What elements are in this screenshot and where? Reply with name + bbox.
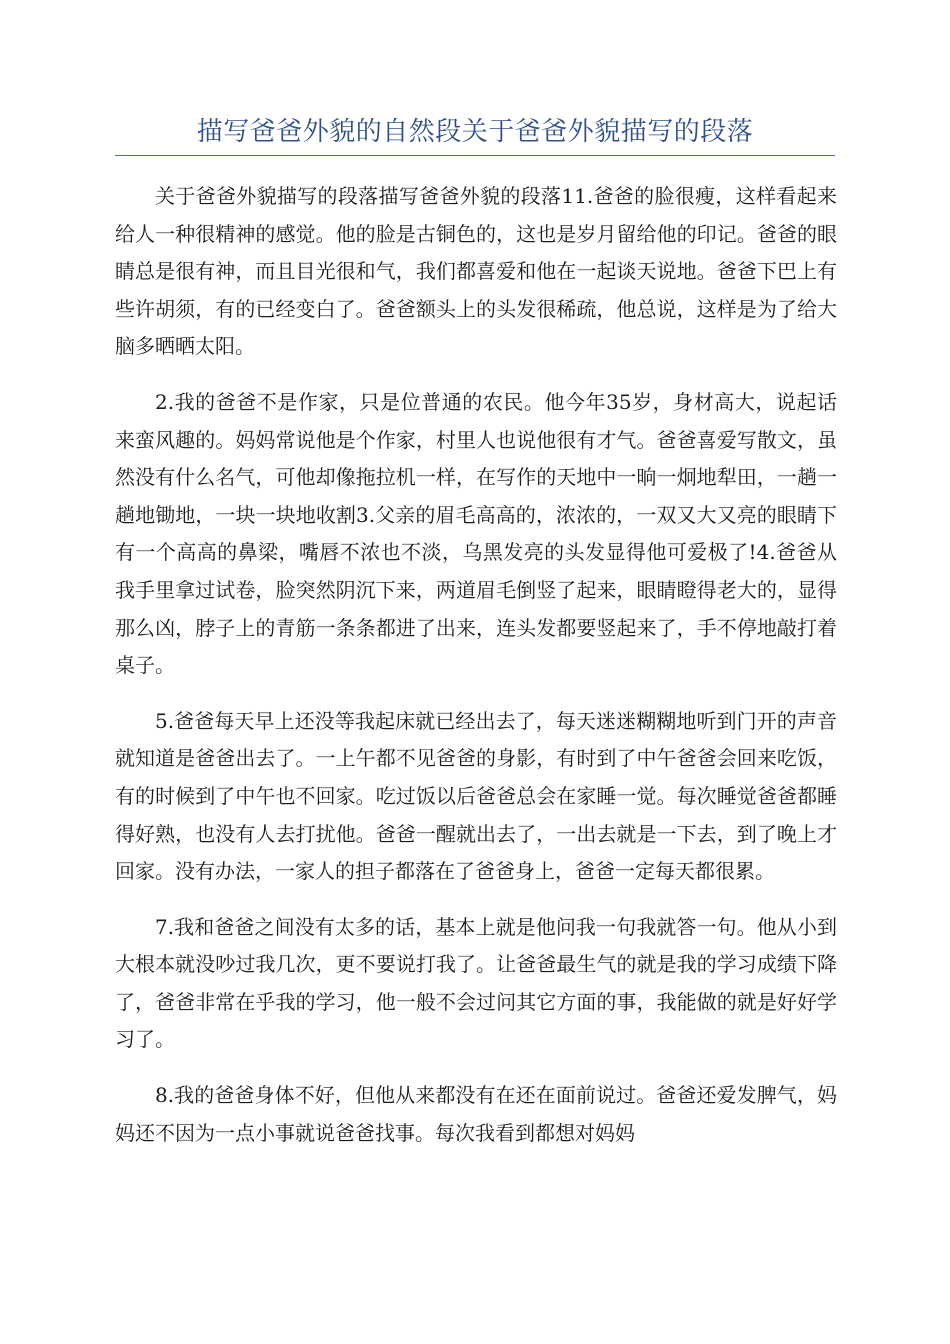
paragraph-5: 8.我的爸爸身体不好，但他从来都没有在还在面前说过。爸爸还爱发脾气，妈妈还不因为一点小事就说爸爸找事。每次我看到都想对妈妈 [115, 1083, 837, 1145]
paragraph-3: 5.爸爸每天早上还没等我起床就已经出去了，每天迷迷糊糊地听到门开的声音就知道是爸爸出去了。一上午都不见爸爸的身影，有时到了中午爸爸会回来吃饭，有的时候到了中午也不回家。吃过饭以后爸爸总会在家睡一觉。每次睡觉爸爸都睡得好熟，也没有人去打扰他。爸爸一醒就出去了，一出去就是一下去，到了晚上才回家。没有办法，一家人的担子都落在了爸爸身上，爸爸一定每天都很累。 [115, 708, 837, 884]
page-title: 描写爸爸外貌的自然段关于爸爸外貌描写的段落 [196, 117, 754, 147]
paragraph-4: 7.我和爸爸之间没有太多的话，基本上就是他问我一句我就答一句。他从小到大根本就没吵过我几次，更不要说打我了。让爸爸最生气的就是我的学习成绩下降了，爸爸非常在乎我的学习，他一般不会过问其它方面的事，我能做的就是好好学习了。 [115, 914, 837, 1052]
paragraph-2: 2.我的爸爸不是作家，只是位普通的农民。他今年35岁，身材高大，说起话来蛮风趣的。妈妈常说他是个作家，村里人也说他很有才气。爸爸喜爱写散文，虽然没有什么名气，可他却像拖拉机一样，在写作的天地中一晌一炯地犁田，一趟一趟地锄地，一块一块地收割3.父亲的眉毛高高的，浓浓的，一双又大又亮的眼睛下有一个高高的鼻梁，嘴唇不浓也不淡，乌黑发亮的头发显得他可爱极了!4.爸爸从我手里拿过试卷，脸突然阴沉下来，两道眉毛倒竖了起来，眼睛瞪得老大的，显得那么凶，脖子上的青筋一条条都进了出来，连头发都要竖起来了，手不停地敲打着桌子。 [115, 389, 837, 678]
title-underline-divider [115, 155, 835, 156]
paragraph-1: 关于爸爸外貌描写的段落描写爸爸外貌的段落11.爸爸的脸很瘦，这样看起来给人一种很精神的感觉。他的脸是古铜色的，这也是岁月留给他的印记。爸爸的眼睛总是很有神，而且目光很和气，我们都喜爱和他在一起谈天说地。爸爸下巴上有些许胡须，有的已经变白了。爸爸额头上的头发很稀疏，他总说，这样是为了给大脑多晒晒太阳。 [115, 184, 837, 359]
document-body [115, 178, 837, 1170]
